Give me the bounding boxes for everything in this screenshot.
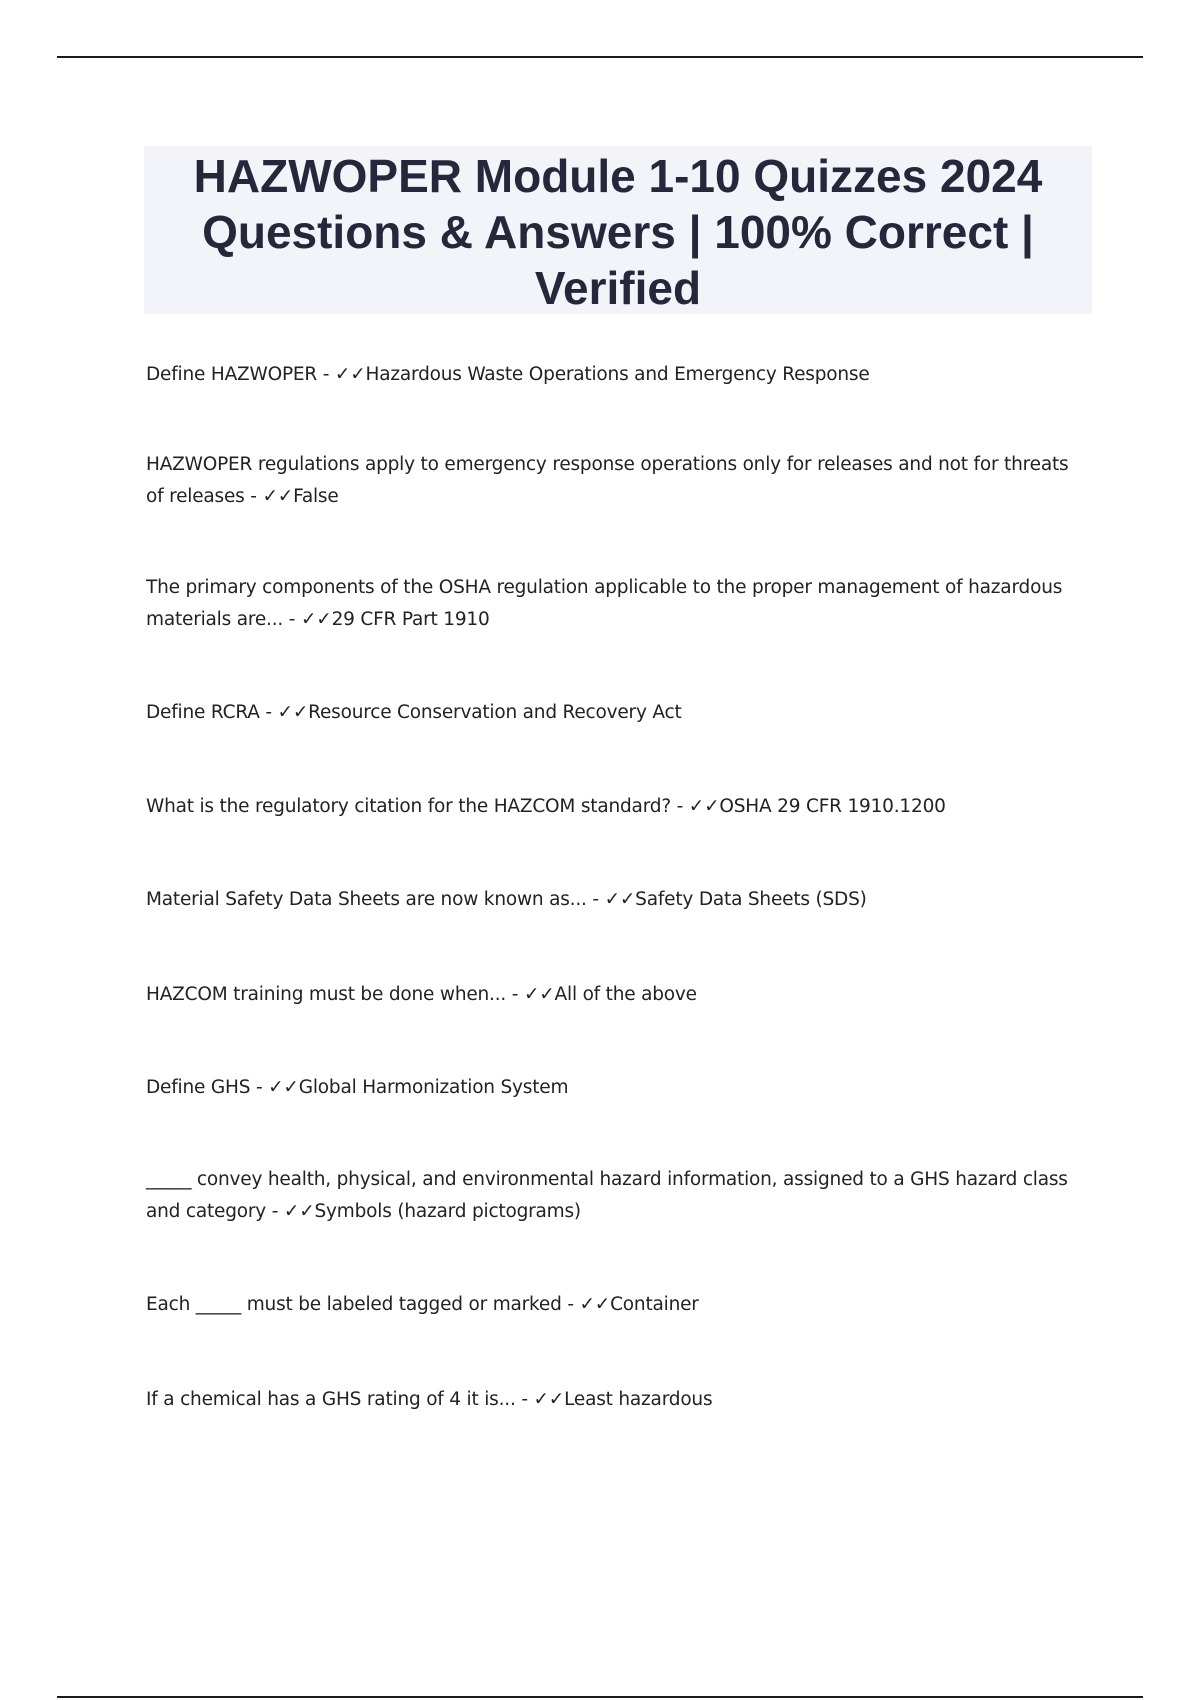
separator: - [561,1294,580,1315]
question-text: Define RCRA [146,702,260,723]
answer-text: Least hazardous [564,1389,713,1410]
separator: - [515,1389,534,1410]
double-check-icon: ✓✓ [262,486,294,507]
qa-item [146,979,1086,1011]
qa-item [146,1384,1086,1416]
separator: - [283,609,301,630]
document-title: HAZWOPER Module 1-10 Quizzes 2024 Questions & Answers | 100% Correct | Verified [193,150,1043,314]
double-check-icon: ✓✓ [533,1389,565,1410]
double-check-icon: ✓✓ [579,1294,611,1315]
qa-item [146,1164,1086,1228]
separator: - [250,1077,269,1098]
double-check-icon: ✓✓ [300,609,332,630]
separator: - [266,1201,284,1222]
question-text: _____ convey health, physical, and environmental hazard information, assigned to a GHS hazard class and category [146,1169,1068,1222]
double-check-icon: ✓✓ [277,702,309,723]
question-text: If a chemical has a GHS rating of 4 it is... [146,1389,516,1410]
answer-text: False [293,486,339,507]
separator: - [244,486,263,507]
qa-item [146,697,1086,729]
question-text: Material Safety Data Sheets are now known as... [146,889,587,910]
qa-item [146,1072,1086,1104]
question-text: Each _____ must be labeled tagged or marked [146,1294,562,1315]
qa-item [146,572,1086,636]
answer-text: Safety Data Sheets (SDS) [635,889,867,910]
qa-item [146,449,1086,513]
top-rule [57,56,1143,58]
qa-item [146,884,1086,916]
title-banner [144,146,1092,314]
question-text: The primary components of the OSHA regulation applicable to the proper management of hazardous materials are... [146,577,1063,630]
double-check-icon: ✓✓ [334,364,366,385]
separator: - [670,796,689,817]
double-check-icon: ✓✓ [604,889,636,910]
answer-text: 29 CFR Part 1910 [331,609,490,630]
qa-item [146,791,1086,823]
double-check-icon: ✓✓ [523,984,555,1005]
answer-text: Symbols (hazard pictograms) [314,1201,581,1222]
separator: - [586,889,605,910]
question-text: HAZCOM training must be done when... [146,984,507,1005]
double-check-icon: ✓✓ [283,1201,315,1222]
answer-text: Container [610,1294,699,1315]
separator: - [506,984,524,1005]
answer-text: Hazardous Waste Operations and Emergency Response [365,364,870,385]
answer-text: Resource Conservation and Recovery Act [308,702,682,723]
qa-item [146,359,1086,391]
answer-text: OSHA 29 CFR 1910.1200 [719,796,946,817]
separator: - [259,702,278,723]
answer-text: Global Harmonization System [298,1077,569,1098]
double-check-icon: ✓✓ [688,796,720,817]
bottom-rule [57,1696,1143,1698]
question-text: Define HAZWOPER [146,364,318,385]
answer-text: All of the above [554,984,697,1005]
question-text: Define GHS [146,1077,251,1098]
separator: - [317,364,335,385]
question-text: HAZWOPER regulations apply to emergency response operations only for releases and not for threats of releases [146,454,1069,507]
double-check-icon: ✓✓ [268,1077,299,1098]
question-text: What is the regulatory citation for the HAZCOM standard? [146,796,671,817]
qa-item [146,1289,1086,1321]
